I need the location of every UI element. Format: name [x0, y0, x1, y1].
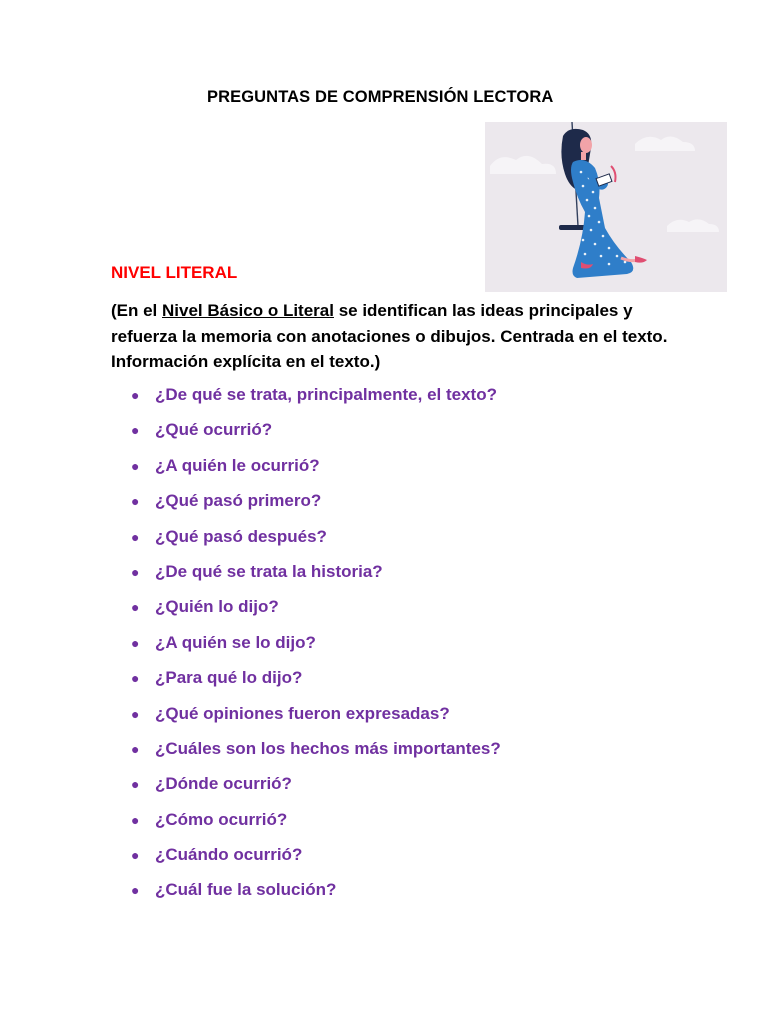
bullet-icon: ● [131, 493, 140, 510]
question-list [111, 384, 671, 915]
question-text: ¿Dónde ocurrió? [155, 774, 292, 794]
list-item [111, 667, 671, 702]
question-text: ¿Qué pasó después? [155, 526, 327, 546]
intro-underlined-term: Nivel Básico o Literal [162, 301, 334, 320]
question-text: ¿Para qué lo dijo? [155, 668, 303, 688]
list-item [111, 738, 671, 773]
list-item [111, 809, 671, 844]
list-item [111, 561, 671, 596]
question-text: ¿De qué se trata la historia? [155, 561, 383, 581]
bullet-icon: ● [131, 599, 140, 616]
list-item [111, 384, 671, 419]
list-item [111, 632, 671, 667]
bullet-icon: ● [131, 670, 140, 687]
list-item [111, 455, 671, 490]
bullet-icon: ● [131, 740, 140, 757]
bullet-icon: ● [131, 563, 140, 580]
question-text: ¿Qué pasó primero? [155, 491, 322, 511]
list-item [111, 703, 671, 738]
bullet-icon: ● [131, 422, 140, 439]
bullet-icon: ● [131, 705, 140, 722]
question-text: ¿A quién le ocurrió? [155, 455, 320, 475]
list-item [111, 526, 671, 561]
bullet-icon: ● [131, 847, 140, 864]
list-item [111, 773, 671, 808]
bullet-icon: ● [131, 882, 140, 899]
question-text: ¿Qué ocurrió? [155, 420, 273, 440]
woman-reading-on-swing-illustration [485, 122, 727, 292]
bullet-icon: ● [131, 457, 140, 474]
intro-paragraph [111, 298, 671, 375]
question-text: ¿A quién se lo dijo? [155, 632, 316, 652]
intro-rest-text: se identifican las ideas principales y refuerza la memoria con anotaciones o dibujos. Centrada en el texto. Información explícita en el texto.) [111, 301, 668, 371]
list-item [111, 419, 671, 454]
question-text: ¿Cómo ocurrió? [155, 809, 288, 829]
question-text: ¿Qué opiniones fueron expresadas? [155, 703, 450, 723]
list-item [111, 596, 671, 631]
bullet-icon: ● [131, 811, 140, 828]
question-text: ¿Cuándo ocurrió? [155, 845, 303, 865]
bullet-icon: ● [131, 634, 140, 651]
section-heading: NIVEL LITERAL [111, 263, 238, 282]
question-text: ¿De qué se trata, principalmente, el texto? [155, 385, 497, 404]
intro-open-text: (En el [111, 301, 163, 320]
question-text: ¿Cuál fue la solución? [155, 880, 337, 900]
question-text: ¿Cuáles son los hechos más importantes? [155, 738, 501, 758]
question-text: ¿Quién lo dijo? [155, 597, 279, 617]
bullet-icon: ● [131, 528, 140, 545]
list-item [111, 844, 671, 879]
bullet-icon: ● [131, 387, 140, 403]
page-title: PREGUNTAS DE COMPRENSIÓN LECTORA [207, 88, 554, 106]
list-item [111, 490, 671, 525]
bullet-icon: ● [131, 776, 140, 793]
list-item [111, 879, 671, 914]
